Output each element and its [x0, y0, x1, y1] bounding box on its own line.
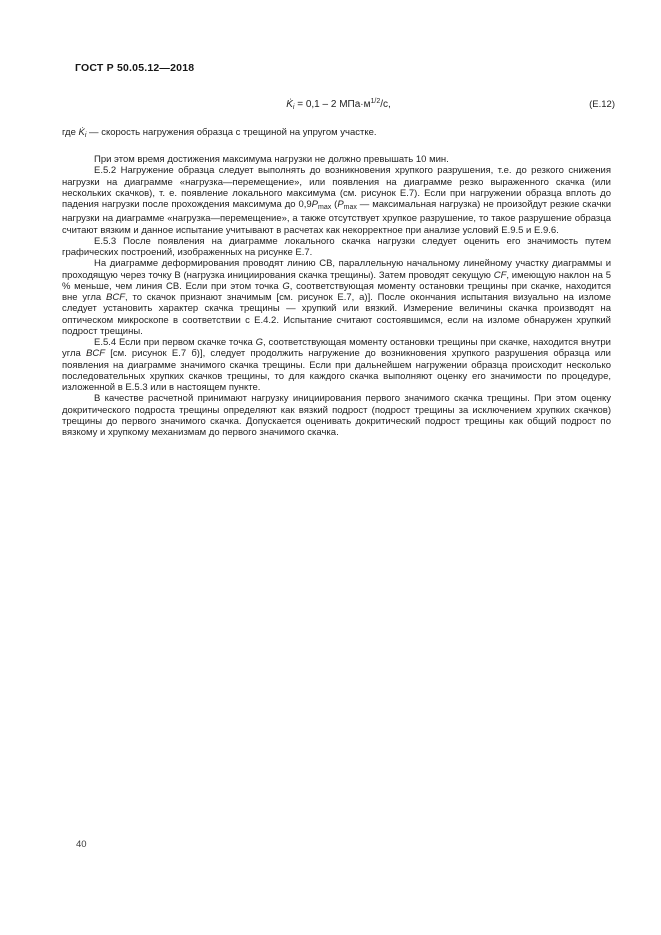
- document-header-title: ГОСТ Р 50.05.12—2018: [75, 62, 195, 74]
- equation-number: (Е.12): [589, 99, 615, 110]
- page-number: 40: [76, 839, 87, 850]
- paragraph: Е.5.4 Если при первом скачке точка G, соответствующая моменту остановки трещины при скачке, находится внутри угла BCF [см. рисунок Е.7 б)], следует продолжить нагружение до возникновения хрупкого разрушения образца или появления на диаграмме значимого скачка трещины. Если при дальнейшем нагружении образца происходит несколько последовательных хрупких скачков трещины, то для каждого скачка выполняют оценку его значимости по процедуре, изложенной в Е.5.3 или в настоящем пункте.: [62, 337, 611, 393]
- equation-formula: $K̇_i = 0,1 - 2$ $МПа\cdot м^{1/2}/с$,: [286, 98, 391, 111]
- paragraph: Е.5.2 Нагружение образца следует выполнять до возникновения хрупкого разрушения, т.е. до резкого снижения нагрузки на диаграмме «нагрузка—перемещение», или появления на диаграмме резко выраженного скачка (или нескольких скачков), т. е. появление локального максимума (см. рисунок Е.7). Если при нагружении образца вплоть до падения нагрузки после прохождения максимума до $0,9P_{max}$ ($P_{max}$ — максимальная нагрузка) не произойдут резкие скачки нагрузки на диаграмме «нагрузка—перемещение», а также отсутствует хрупкое разрушение, то такое разрушение образца считают вязким и данное испытание учитывают в расчетах как некорректное при анализе условий Е.9.5 и Е.9.6.: [62, 165, 612, 236]
- paragraph: Е.5.3 После появления на диаграмме локального скачка нагрузки следует оценить его значимость путем графических построений, изображенных на рисунке Е.7.: [62, 235, 611, 258]
- paragraph: При этом время достижения максимума нагрузки не должно превышать 10 мин.: [94, 154, 449, 165]
- equation-row: [62, 98, 615, 111]
- equation-where-clause: где $K̇_i$ — скорость нагружения образца с трещиной на упругом участке.: [62, 127, 377, 139]
- paragraph: В качестве расчетной принимают нагрузку инициирования первого значимого скачка трещины. При этом оценку докритического подроста трещины определяют как вязкий подрост (подрост трещины за исключением хрупких скачков) трещины до первого значимого скачка. Допускается оценивать докритический подрост трещины как общий подрост по вязкому и хрупкому механизмам до первого значимого скачка.: [62, 393, 611, 438]
- document-body: [62, 154, 611, 438]
- paragraph: На диаграмме деформирования проводят линию СВ, параллельную начальному линейному участку диаграммы и проходящую через точку В (нагрузка инициирования скачка трещины). Затем проводят секущую CF, имеющую наклон на 5 % меньше, чем линия СВ. Если при этом точка G, соответствующая моменту остановки трещины при скачке, находится вне угла BCF, то скачок признают значимым [см. рисунок Е.7, а)]. После окончания испытания визуально на изломе следует установить характер скачка трещины — хрупкий или вязкий. Измерение величины скачка производят на оптическом микроскопе в соответствии с Е.4.2. Испытание считают состоявшимся, если на изломе обнаружен хрупкий подрост трещины.: [62, 258, 611, 337]
